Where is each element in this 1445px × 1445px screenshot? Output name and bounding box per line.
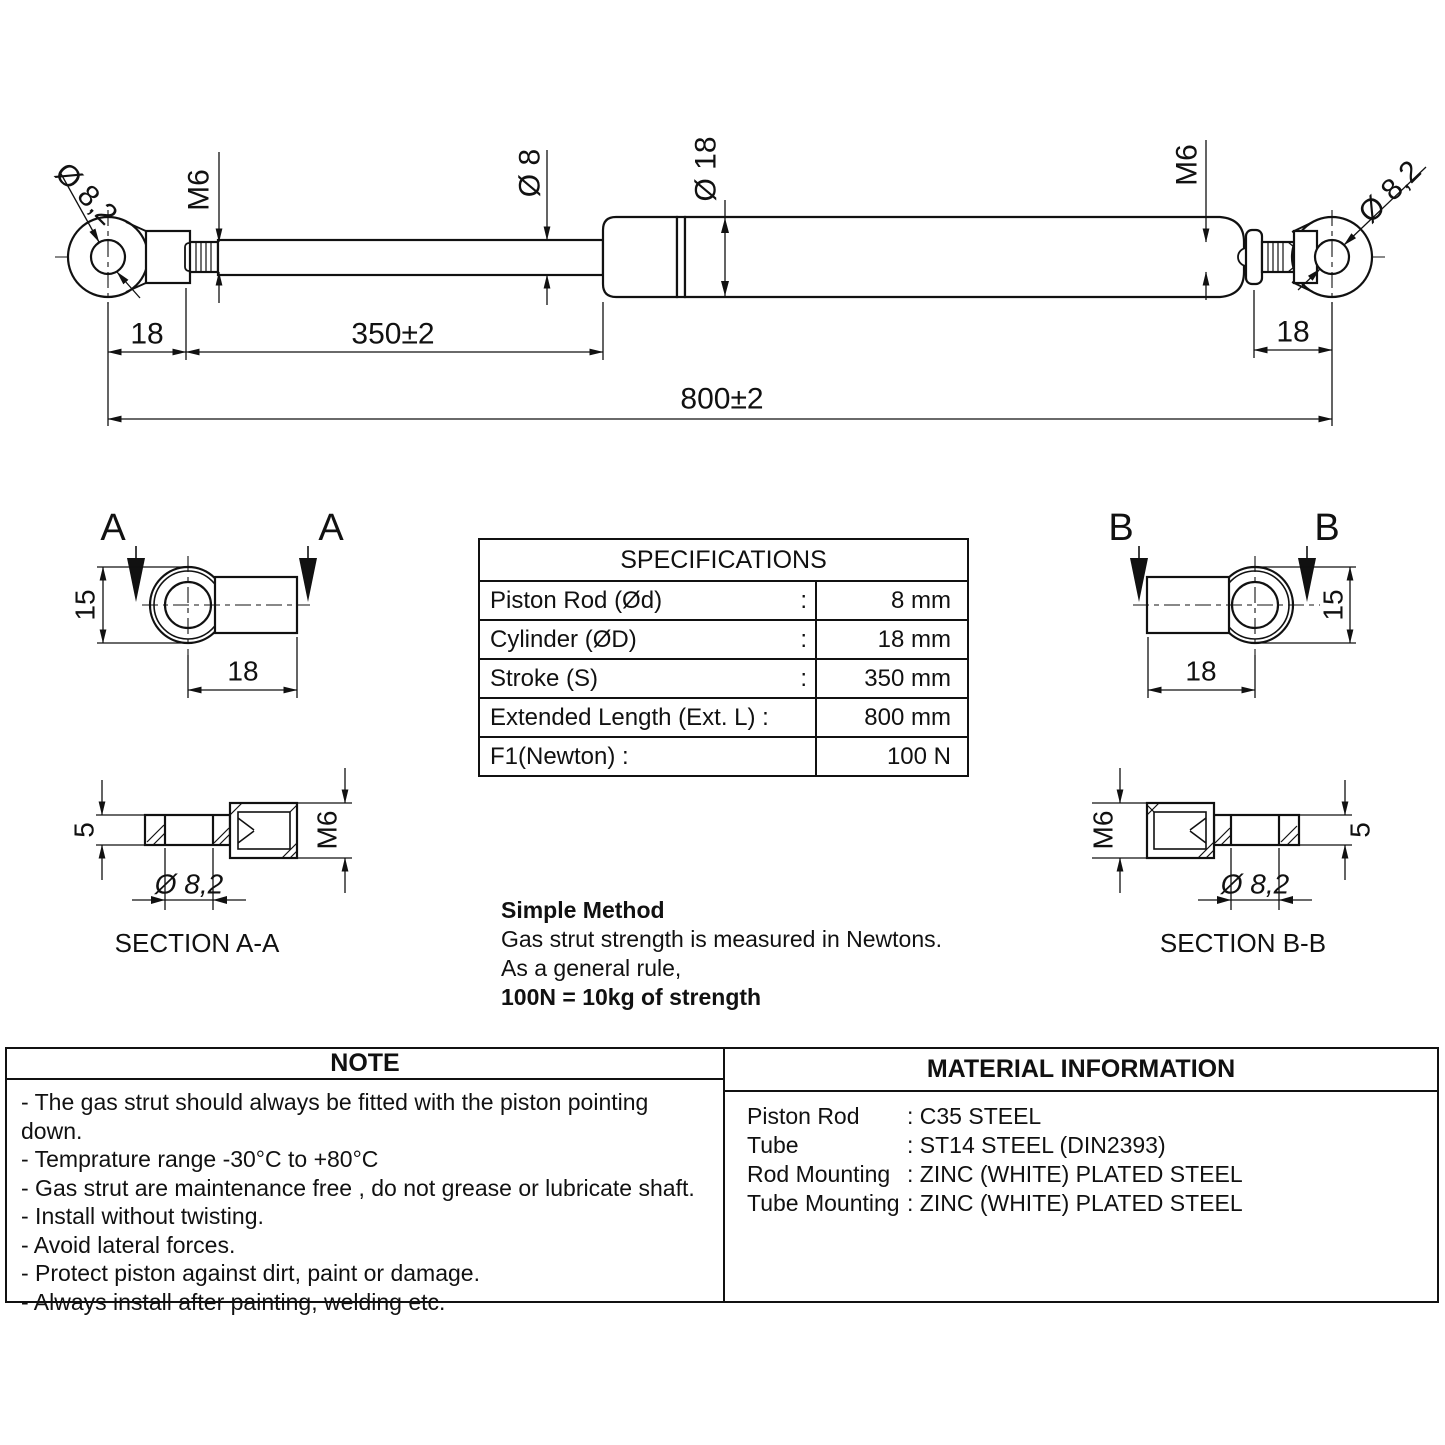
section-arrow (1298, 558, 1316, 602)
dim-eye-left-length: 18 (130, 317, 164, 351)
b-cut-thickness: 5 (1344, 822, 1376, 838)
note-item: - Install without twisting. (21, 1203, 264, 1229)
spec-colon: : (800, 625, 807, 653)
dim-eye-right-length: 18 (1276, 315, 1310, 349)
dim-extended: 800±2 (680, 382, 764, 416)
right-washer (1246, 230, 1262, 284)
spec-label-text: Stroke (S) (490, 664, 599, 692)
cylinder-tube (685, 217, 1244, 297)
b-cut-thread: M6 (1087, 810, 1119, 850)
material-row (747, 1160, 1427, 1189)
b-view-width: 18 (1185, 655, 1217, 687)
spec-colon: : (800, 586, 807, 614)
material-title: MATERIAL INFORMATION (725, 1049, 1437, 1092)
left-eyelet (68, 210, 190, 304)
cylinder-collar (677, 217, 685, 297)
note-items (7, 1080, 723, 1316)
spec-rows (480, 580, 967, 775)
section-a-top-view (70, 507, 345, 698)
material-label: Tube (747, 1132, 799, 1158)
section-letter-b2: B (1314, 507, 1340, 549)
spec-label-cell (480, 582, 817, 619)
left-thread (185, 242, 218, 272)
section-letter-a2: A (318, 507, 344, 549)
b-cut-hole: Ø 8,2 (1220, 868, 1290, 900)
specifications-title: SPECIFICATIONS (620, 545, 827, 574)
spec-label-text: Piston Rod (Ød) (490, 586, 663, 614)
spec-row (480, 580, 967, 619)
a-view-width: 18 (227, 655, 259, 687)
piston-rod (218, 240, 603, 275)
material-label: Piston Rod (747, 1103, 860, 1129)
spec-value-cell: 100 N (886, 742, 951, 770)
dim-stroke: 350±2 (351, 317, 435, 351)
section-letter-b1: B (1108, 507, 1134, 549)
spec-value-cell: 8 mm (891, 586, 951, 614)
material-value: : C35 STEEL (907, 1103, 1042, 1129)
note-title: NOTE (7, 1049, 723, 1080)
note-material-table (5, 1047, 1439, 1315)
material-row (747, 1131, 1427, 1160)
spec-label-text: Extended Length (Ext. L) : (490, 703, 769, 731)
dim-thread-left: M6 (182, 169, 216, 211)
a-cut-thread: M6 (311, 810, 343, 850)
simple-method-title: Simple Method (501, 897, 665, 923)
a-view-height: 15 (69, 589, 101, 621)
material-label: Rod Mounting (747, 1161, 891, 1187)
dim-rod-diameter: Ø 8 (513, 148, 547, 198)
material-row (747, 1102, 1427, 1131)
dim-eye-hole-right: Ø 8,2 (1352, 154, 1428, 230)
simple-method-block (501, 896, 942, 1012)
specifications-table (478, 538, 969, 777)
dim-cylinder-diameter: Ø 18 (689, 136, 723, 202)
section-letter-a1: A (100, 507, 126, 549)
material-row (747, 1189, 1427, 1218)
material-value: : ST14 STEEL (DIN2393) (907, 1132, 1166, 1158)
b-view-height: 15 (1317, 589, 1349, 621)
section-b-cut (1088, 768, 1376, 958)
material-label: Tube Mounting (747, 1190, 900, 1216)
note-item: - The gas strut should always be fitted with the piston pointing down. (21, 1089, 649, 1144)
note-item: - Always install after painting, welding etc. (21, 1288, 446, 1315)
note-item: - Avoid lateral forces. (21, 1231, 236, 1258)
spec-row (480, 619, 967, 658)
spec-value-cell: 800 mm (864, 703, 951, 731)
section-b-top-view (1108, 507, 1356, 698)
a-cut-thickness: 5 (68, 822, 100, 838)
dim-eye-hole-left: Ø 8,2 (48, 156, 124, 232)
spec-label-cell (480, 699, 817, 736)
spec-value-cell: 350 mm (864, 664, 951, 692)
gas-strut-side-view (55, 210, 1388, 304)
spec-row (480, 658, 967, 697)
spec-value-cell: 18 mm (877, 625, 951, 653)
spec-label-text: F1(Newton) : (490, 742, 629, 770)
spec-colon: : (800, 664, 807, 692)
dim-thread-right: M6 (1170, 144, 1204, 186)
spec-row (480, 736, 967, 775)
section-arrow (299, 558, 317, 602)
material-rows (725, 1092, 1437, 1218)
section-a-caption: SECTION A-A (114, 928, 280, 958)
spec-label-cell (480, 660, 817, 697)
cylinder-cap (603, 217, 677, 297)
note-item: - Gas strut are maintenance free , do not grease or lubricate shaft. (21, 1174, 695, 1201)
note-item: - Temprature range -30°C to +80°C (21, 1146, 379, 1172)
spec-row (480, 697, 967, 736)
simple-method-line1: Gas strut strength is measured in Newtons. (501, 926, 943, 952)
material-value: : ZINC (WHITE) PLATED STEEL (907, 1161, 1243, 1187)
a-cut-hole: Ø 8,2 (154, 868, 224, 900)
section-a-cut (69, 768, 353, 958)
note-cell (7, 1049, 725, 1315)
material-cell (725, 1049, 1437, 1301)
material-value: : ZINC (WHITE) PLATED STEEL (907, 1190, 1243, 1216)
spec-label-cell (480, 621, 817, 658)
spec-label-cell (480, 738, 817, 775)
right-thread (1262, 242, 1294, 272)
simple-method-line2: As a general rule, (501, 955, 682, 981)
note-item: - Protect piston against dirt, paint or damage. (21, 1260, 480, 1286)
right-eyelet (1292, 210, 1372, 304)
section-b-caption: SECTION B-B (1159, 928, 1327, 958)
simple-method-line3: 100N = 10kg of strength (501, 984, 762, 1010)
spec-label-text: Cylinder (ØD) (490, 625, 637, 653)
section-arrow (1130, 558, 1148, 602)
section-arrow (127, 558, 145, 602)
